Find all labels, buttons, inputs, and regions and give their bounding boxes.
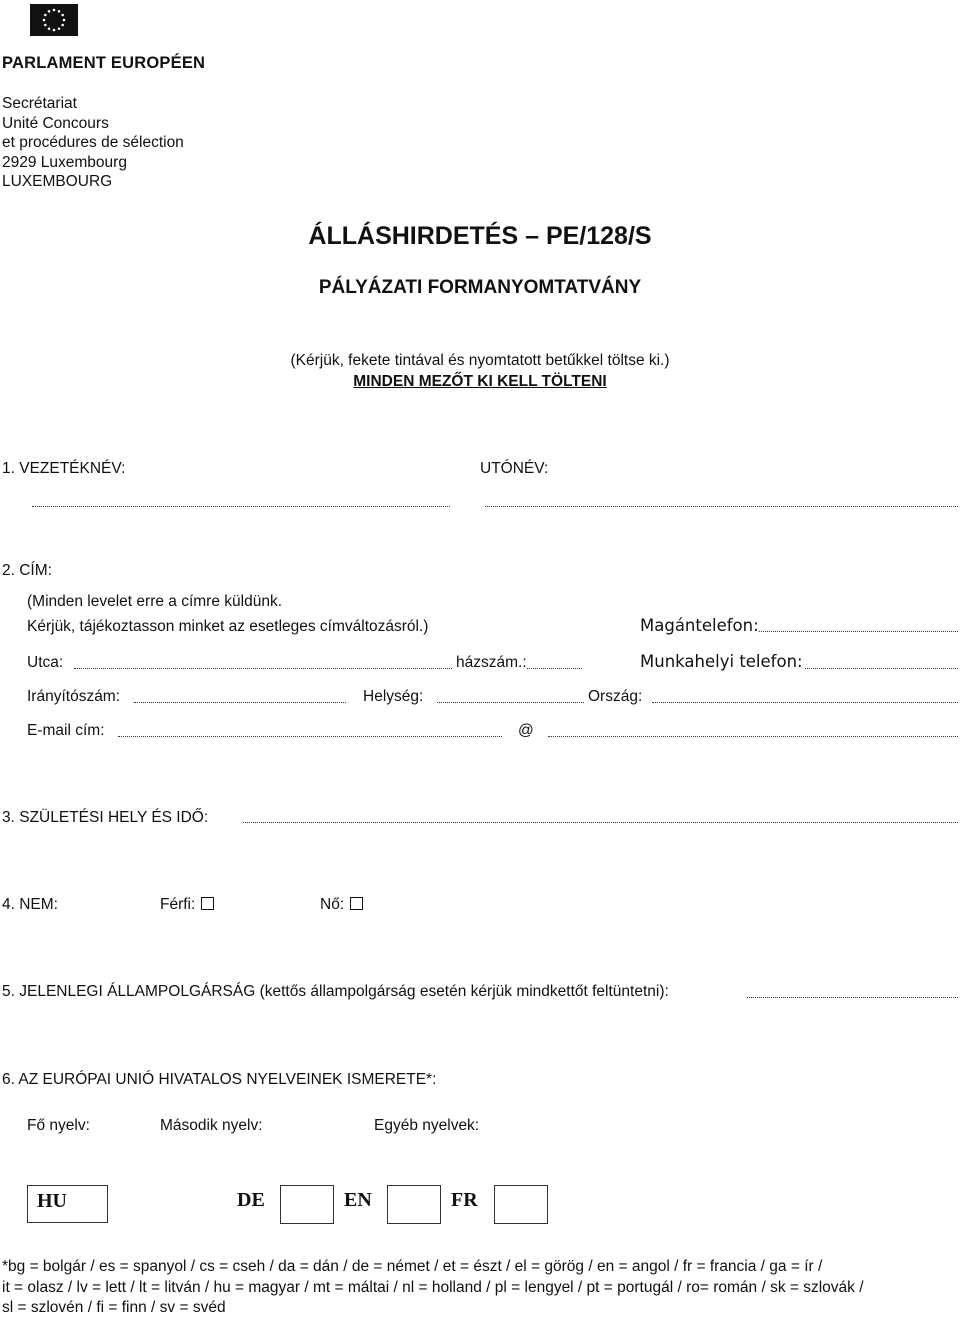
firstname-field[interactable]: [485, 506, 958, 507]
other-language-box-1[interactable]: [387, 1185, 441, 1224]
private-phone-field[interactable]: [759, 631, 958, 632]
sex-label: 4. NEM:: [2, 896, 58, 913]
city-field[interactable]: [437, 702, 584, 703]
country-label: Ország:: [588, 688, 643, 705]
flag-star: [53, 9, 56, 12]
footnote-line: it = olasz / lv = lett / lt = litván / hu = magyar / mt = máltai / nl = holland / pl = lengyel / pt = portugál / ro= román / sk = szlovák /: [2, 1278, 864, 1296]
surname-field[interactable]: [32, 506, 450, 507]
male-option[interactable]: [160, 896, 214, 914]
country-field[interactable]: [652, 702, 958, 703]
address-line: 2929 Luxembourg: [2, 153, 127, 171]
fill-instruction: (Kérjük, fekete tintával és nyomtatott betűkkel töltse ki.): [290, 352, 670, 369]
language-codes-footnote: [2, 1257, 864, 1319]
flag-star: [48, 27, 51, 30]
flag-star: [61, 14, 64, 17]
address-line: Secrétariat: [2, 95, 77, 112]
flag-star: [44, 14, 47, 17]
firstname-label: UTÓNÉV:: [480, 460, 549, 477]
address-line: et procédures de sélection: [2, 134, 184, 152]
work-phone-label: Munkahelyi telefon:: [640, 652, 803, 671]
sender-address: [2, 94, 184, 192]
page-title: ÁLLÁSHIRDETÉS – PE/128/S: [308, 222, 652, 250]
address-line: LUXEMBOURG: [2, 173, 113, 191]
female-checkbox[interactable]: [350, 897, 363, 910]
main-language-label: Fő nyelv:: [27, 1117, 90, 1134]
male-checkbox[interactable]: [201, 897, 214, 910]
citizenship-label: 5. JELENLEGI ÁLLAMPOLGÁRSÁG (kettős állampolgárság esetén kérjük mindkettőt feltüntetni):: [2, 983, 669, 1000]
flag-star: [53, 29, 56, 32]
work-phone-field[interactable]: [805, 668, 958, 669]
email-user-field[interactable]: [118, 736, 502, 737]
male-label: Férfi:: [160, 896, 196, 913]
female-option[interactable]: [320, 896, 363, 914]
birth-place-date-label: 3. SZÜLETÉSI HELY ÉS IDŐ:: [2, 809, 209, 826]
email-at-sign: @: [518, 722, 534, 739]
second-language-box[interactable]: [280, 1185, 334, 1224]
main-language-box[interactable]: [27, 1185, 108, 1223]
flag-star: [43, 19, 46, 22]
postcode-label: Irányítószám:: [27, 688, 121, 705]
flag-star: [63, 19, 66, 22]
street-label: Utca:: [27, 654, 64, 671]
email-label: E-mail cím:: [27, 722, 105, 739]
other-language-box-2[interactable]: [494, 1185, 548, 1224]
postcode-field[interactable]: [134, 702, 346, 703]
address-section-label: 2. CÍM:: [2, 562, 52, 579]
other-language-code-2: FR: [451, 1189, 478, 1211]
flag-star: [61, 24, 64, 27]
second-language-label: Második nyelv:: [160, 1117, 263, 1134]
street-field[interactable]: [74, 668, 452, 669]
languages-label: 6. AZ EURÓPAI UNIÓ HIVATALOS NYELVEINEK ISMERETE*:: [2, 1071, 437, 1088]
house-number-field[interactable]: [527, 668, 582, 669]
private-phone-label: Magántelefon:: [640, 616, 759, 635]
form-subtitle: PÁLYÁZATI FORMANYOMTATVÁNY: [318, 277, 642, 298]
other-languages-label: Egyéb nyelvek:: [374, 1117, 480, 1134]
surname-label: 1. VEZETÉKNÉV:: [2, 460, 126, 477]
flag-star: [48, 10, 51, 13]
address-note-line2: Kérjük, tájékoztasson minket az esetleges címváltozásról.): [27, 618, 429, 635]
address-line: Unité Concours: [2, 114, 109, 132]
second-language-code: DE: [237, 1189, 265, 1211]
birth-place-date-field[interactable]: [243, 822, 958, 823]
flag-star: [58, 10, 61, 13]
main-language-value: HU: [37, 1190, 67, 1212]
mandatory-notice: MINDEN MEZŐT KI KELL TÖLTENI: [353, 373, 607, 390]
flag-star: [44, 24, 47, 27]
eu-flag-logo: [30, 4, 78, 36]
city-label: Helység:: [363, 688, 424, 705]
organization-name: PARLAMENT EUROPÉEN: [2, 54, 206, 72]
house-number-label: házszám.:: [456, 654, 527, 671]
footnote-line: *bg = bolgár / es = spanyol / cs = cseh / da = dán / de = német / et = észt / el = görög / en = angol / fr = francia / ga = ír /: [2, 1258, 823, 1275]
female-label: Nő:: [320, 896, 345, 913]
email-domain-field[interactable]: [548, 736, 958, 737]
footnote-line: sl = szlovén / fi = finn / sv = svéd: [2, 1299, 226, 1316]
address-note-line1: (Minden levelet erre a címre küldünk.: [27, 593, 283, 610]
citizenship-field[interactable]: [747, 997, 958, 998]
flag-star: [58, 27, 61, 30]
other-language-code-1: EN: [344, 1189, 372, 1211]
